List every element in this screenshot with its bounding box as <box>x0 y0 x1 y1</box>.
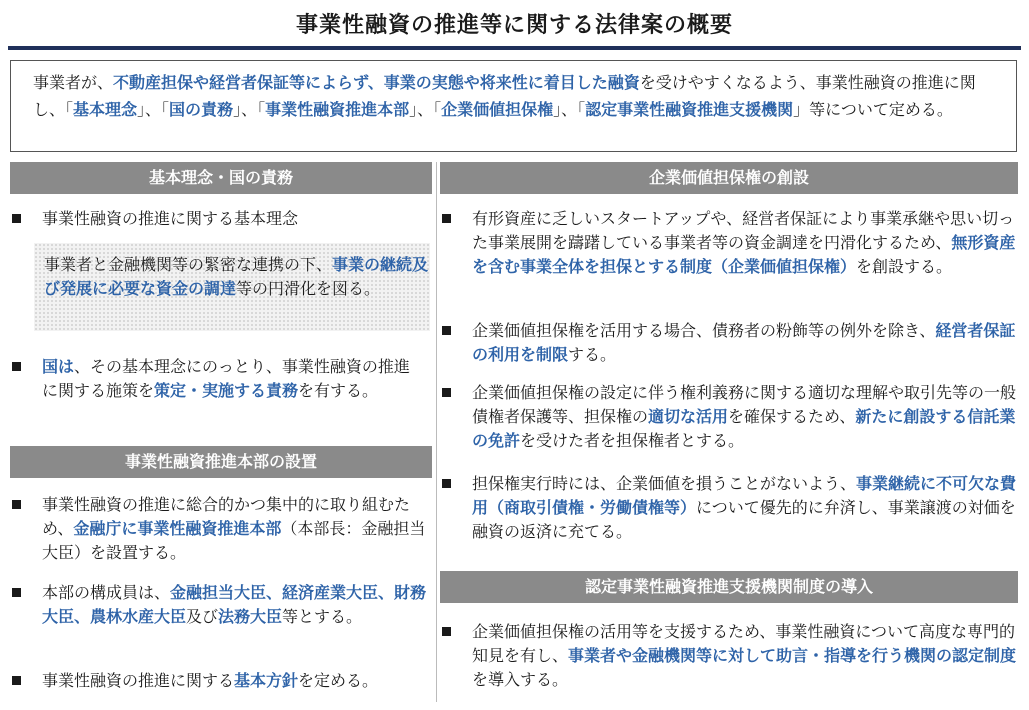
bullet-text: 事業性融資の推進に関する基本理念 <box>42 209 299 228</box>
bullet-square-icon <box>442 326 451 335</box>
bullet-text <box>42 669 440 693</box>
bullet-highlight: 金融庁に事業性融資推進本部 <box>73 519 282 538</box>
bullet-item <box>442 207 1020 305</box>
bullet-item <box>12 355 424 429</box>
bullet-highlight: 法務大臣 <box>218 607 283 626</box>
principle-note-box <box>34 243 430 331</box>
bullet-plain: を定める。 <box>298 671 379 690</box>
note-text: 事業者と金融機関等の緊密な連携の下、 <box>44 255 333 274</box>
bullet-item <box>12 581 432 655</box>
summary-text: 」、「 <box>553 100 586 119</box>
bullet-highlight: 国は <box>42 357 75 376</box>
bullet-item <box>12 207 432 231</box>
bullet-square-icon <box>12 214 21 223</box>
bullet-plain: 及び <box>186 607 219 626</box>
bullet-text <box>472 381 1020 453</box>
bullet-text <box>472 620 1020 692</box>
bullet-text <box>42 581 432 629</box>
bullet-item <box>442 381 1020 455</box>
bullet-item <box>442 319 1020 369</box>
bullet-plain: 企業価値担保権を活用する場合、債務者の粉飾等の例外を除き、 <box>472 321 936 340</box>
bullet-text <box>42 493 432 565</box>
summary-text: 」、「 <box>409 100 442 119</box>
section-header-basic-principles: 基本理念・国の責務 <box>10 162 432 194</box>
summary-highlight: 企業価値担保権 <box>441 100 554 119</box>
bullet-square-icon <box>442 214 451 223</box>
summary-text: 」等について定める。 <box>793 100 953 119</box>
summary-text: 事業者が、 <box>33 73 114 92</box>
bullet-square-icon <box>12 362 21 371</box>
bullet-text <box>472 472 1020 544</box>
bullet-plain: 本部の構成員は、 <box>42 583 171 602</box>
summary-highlight: 基本理念 <box>73 100 138 119</box>
bullet-plain: を創設する。 <box>856 257 953 276</box>
note-text: 等の円滑化を図る。 <box>236 279 381 298</box>
bullet-highlight: 策定・実施する責務 <box>154 381 299 400</box>
bullet-highlight: 金融担当大臣、経済産業大臣、財務大臣、農林水産大臣 <box>42 583 427 626</box>
bullet-plain: 企業価値担保権の設定に伴う権利義務に関する適切な理解や取引先等の一般債権者保護等、担保権の <box>472 383 1017 426</box>
bullet-highlight: 事業者や金融機関等に対して助言・指導を行う機関の認定制度 <box>568 646 1017 665</box>
bullet-plain: を受けた者を担保権者とする。 <box>520 431 745 450</box>
bullet-highlight: 基本方針 <box>234 671 299 690</box>
bullet-text <box>42 355 424 403</box>
bullet-highlight: 無形資産を含む事業全体を担保とする制度（企業価値担保権） <box>472 233 1016 276</box>
bullet-item <box>12 493 432 567</box>
bullet-plain: （本部長：金融担当大臣）を設置する。 <box>42 519 426 562</box>
summary-highlight: 事業性融資推進本部 <box>265 100 410 119</box>
bullet-plain: 担保権実行時には、企業価値を損うことがないよう、 <box>472 474 857 493</box>
bullet-square-icon <box>442 627 451 636</box>
summary-box <box>10 60 1017 152</box>
bullet-text <box>472 207 1020 279</box>
bullet-plain: を導入する。 <box>472 670 569 689</box>
bullet-square-icon <box>12 676 21 685</box>
bullet-item <box>442 472 1020 546</box>
bullet-plain: を有する。 <box>298 381 379 400</box>
bullet-plain: 企業価値担保権の活用等を支援するため、事業性融資について高度な専門的知見を有し、 <box>472 622 1016 665</box>
bullet-highlight: 事業継続に不可欠な費用（商取引債権・労働債権等） <box>472 474 1017 517</box>
bullet-plain: 有形資産に乏しいスタートアップや、経営者保証により事業承継や思い切った事業展開を躊躇している事業者等の資金調達を円滑化するため、 <box>472 209 1015 252</box>
summary-highlight: 不動産担保や経営者保証等によらず、事業の実態や将来性に着目した融資 <box>113 73 640 92</box>
bullet-plain: 等とする。 <box>282 607 363 626</box>
bullet-plain: 事業性融資の推進に関する <box>42 671 235 690</box>
note-highlight: 事業の継続及び発展に必要な資金の調達 <box>44 255 429 298</box>
section-header-promotion-headquarters: 事業性融資推進本部の設置 <box>10 446 432 478</box>
bullet-text <box>472 319 1020 367</box>
bullet-highlight: 適切な活用 <box>648 407 729 426</box>
bullet-plain: 事業性融資の推進に総合的かつ集中的に取り組むため、 <box>42 495 411 538</box>
bullet-square-icon <box>442 479 451 488</box>
summary-highlight: 認定事業性融資推進支援機関 <box>585 100 794 119</box>
bullet-highlight: 経営者保証の利用を制限 <box>472 321 1016 364</box>
column-divider <box>436 162 437 702</box>
title-underline <box>8 46 1021 50</box>
section-header-enterprise-value-charge: 企業価値担保権の創設 <box>440 162 1018 194</box>
summary-text: を受けやすくなるよう、事業性融資の推進に関し、「 <box>33 73 976 119</box>
summary-text: 」、「 <box>137 100 170 119</box>
section-header-support-institution: 認定事業性融資推進支援機関制度の導入 <box>440 571 1018 603</box>
bullet-plain: を確保するため、 <box>728 407 856 426</box>
bullet-item <box>12 669 440 693</box>
bullet-square-icon <box>442 388 451 397</box>
bullet-highlight: 新たに創設する信託業の免許 <box>472 407 1016 450</box>
summary-highlight: 国の責務 <box>169 100 234 119</box>
bullet-square-icon <box>12 588 21 597</box>
page-title: 事業性融資の推進等に関する法律案の概要 <box>295 13 733 38</box>
bullet-plain: について優先的に弁済し、事業譲渡の対価を融資の返済に充てる。 <box>472 498 1016 541</box>
bullet-plain: 、その基本理念にのっとり、事業性融資の推進に関する施策を <box>42 357 410 400</box>
bullet-square-icon <box>12 500 21 509</box>
bullet-plain: する。 <box>568 345 617 364</box>
bullet-item <box>442 620 1020 694</box>
summary-text: 」、「 <box>233 100 266 119</box>
